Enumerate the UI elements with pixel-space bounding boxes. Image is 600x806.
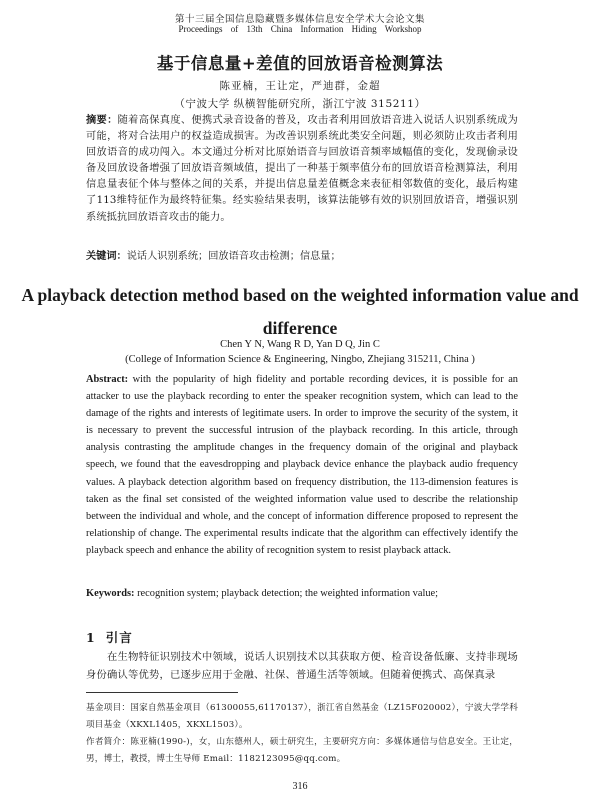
keywords-english-text: recognition system; playback detection; the weighted information value; xyxy=(134,588,439,599)
footnote-divider xyxy=(86,692,238,693)
authors-chinese: 陈亚楠，王让定，严迪群，金超 xyxy=(219,80,381,92)
affiliation-english: (College of Information Science & Engineering, Ningbo, Zhejiang 315211, China ) xyxy=(125,354,475,365)
keywords-chinese-text: 说话人识别系统；回放语音攻击检测；信息量； xyxy=(126,251,341,262)
running-head-chinese: 第十三届全国信息隐藏暨多媒体信息安全学术大会论文集 xyxy=(174,14,425,25)
page-number: 316 xyxy=(292,781,308,792)
abstract-english-label: Abstract: xyxy=(86,374,129,385)
section-title: 引言 xyxy=(105,630,133,645)
keywords-english-label: Keywords: xyxy=(86,588,135,599)
affiliation-chinese: （宁波大学 纵横智能研究所，浙江宁波 315211） xyxy=(174,98,426,110)
abstract-chinese-text: 随着高保真度、便携式录音设备的普及，攻击者利用回放语音进入说话人识别系统成为可能，将对合法用户的权益造成损害。为改善识别系统此类安全问题，则必须防止攻击者利用回放语音的成功闯入。本文通过分析对比原始语音与回放语音频率域幅值的变化，发现偷录设备及回放设备增强了回放语音频域值，提出了一种基于频率值分布的回放语音检测算法，利用信息量表征个体与整体之间的关系，并提出信息量差值概念来表征相邻数值的变化，最后构建了113维特征作为最终特征集。经实验结果表明，该算法能够有效的识别回放语音，增强识别系统抵抗回放语音攻击的能力。 xyxy=(86,115,518,223)
title-english: A playback detection method based on the weighted information value and difference xyxy=(21,285,579,338)
keywords-chinese xyxy=(86,247,518,262)
running-head-english: Proceedings of 13th China Information Hiding Workshop xyxy=(178,24,422,34)
authors-english: Chen Y N, Wang R D, Yan D Q, Jin C xyxy=(220,339,380,350)
abstract-chinese xyxy=(86,112,518,226)
abstract-english-text: with the popularity of high fidelity and portable recording devices, it is possible for an attacker to use the playback recording to enter the speaker recognition system, which can lead to the damage of the rights and interests of legitimate users. In order to improve the security of the system, it is necessary to prevent the successful intrusion of the playback recording. In this article, through analysis contrasting the amplitude changes in the frequency domain of the original and playback speech, we found that the eavesdropping and playback device enhance the playback audio frequency values. A playback detection algorithm based on frequency distribution, the 113-dimension features is taken as the final set consisted of the weighted information value used to describe the relationship between the individual and whole, and the concept of information difference proposed to represent the relationship of change. The experimental results indicate that the algorithm can effectively identify the playback speech and enhance the ability of recognition system to resist playback attack. xyxy=(86,374,518,556)
footnote-author: 作者简介：陈亚楠(1990-)，女，山东德州人，硕士研究生，主要研究方向：多媒体通信与信息安全。王让定，男，博士，教授，博士生导师 Email：1182123095@qq.com。 xyxy=(86,737,518,764)
section-heading xyxy=(86,628,133,646)
footnote xyxy=(86,700,518,768)
title-chinese: 基于信息量+差值的回放语音检测算法 xyxy=(156,54,444,73)
section-number: 1 xyxy=(86,630,96,645)
keywords-chinese-label: 关键词： xyxy=(86,250,127,262)
abstract-chinese-label: 摘要： xyxy=(86,114,118,126)
footnote-funding: 基金项目：国家自然基金项目（61300055,61170137），浙江省自然基金（LZ15F020002），宁波大学学科项目基金（XKXL1405，XKXL1503）。 xyxy=(86,703,518,730)
body-paragraph: 在生物特征识别技术中领域，说话人识别技术以其获取方便、检音设备低廉、支持非现场身份确认等优势，已逐步应用于金融、社保、普通生活等领域。但随着便携式、高保真录 xyxy=(86,651,518,681)
keywords-english xyxy=(86,588,518,599)
abstract-english xyxy=(86,371,518,559)
